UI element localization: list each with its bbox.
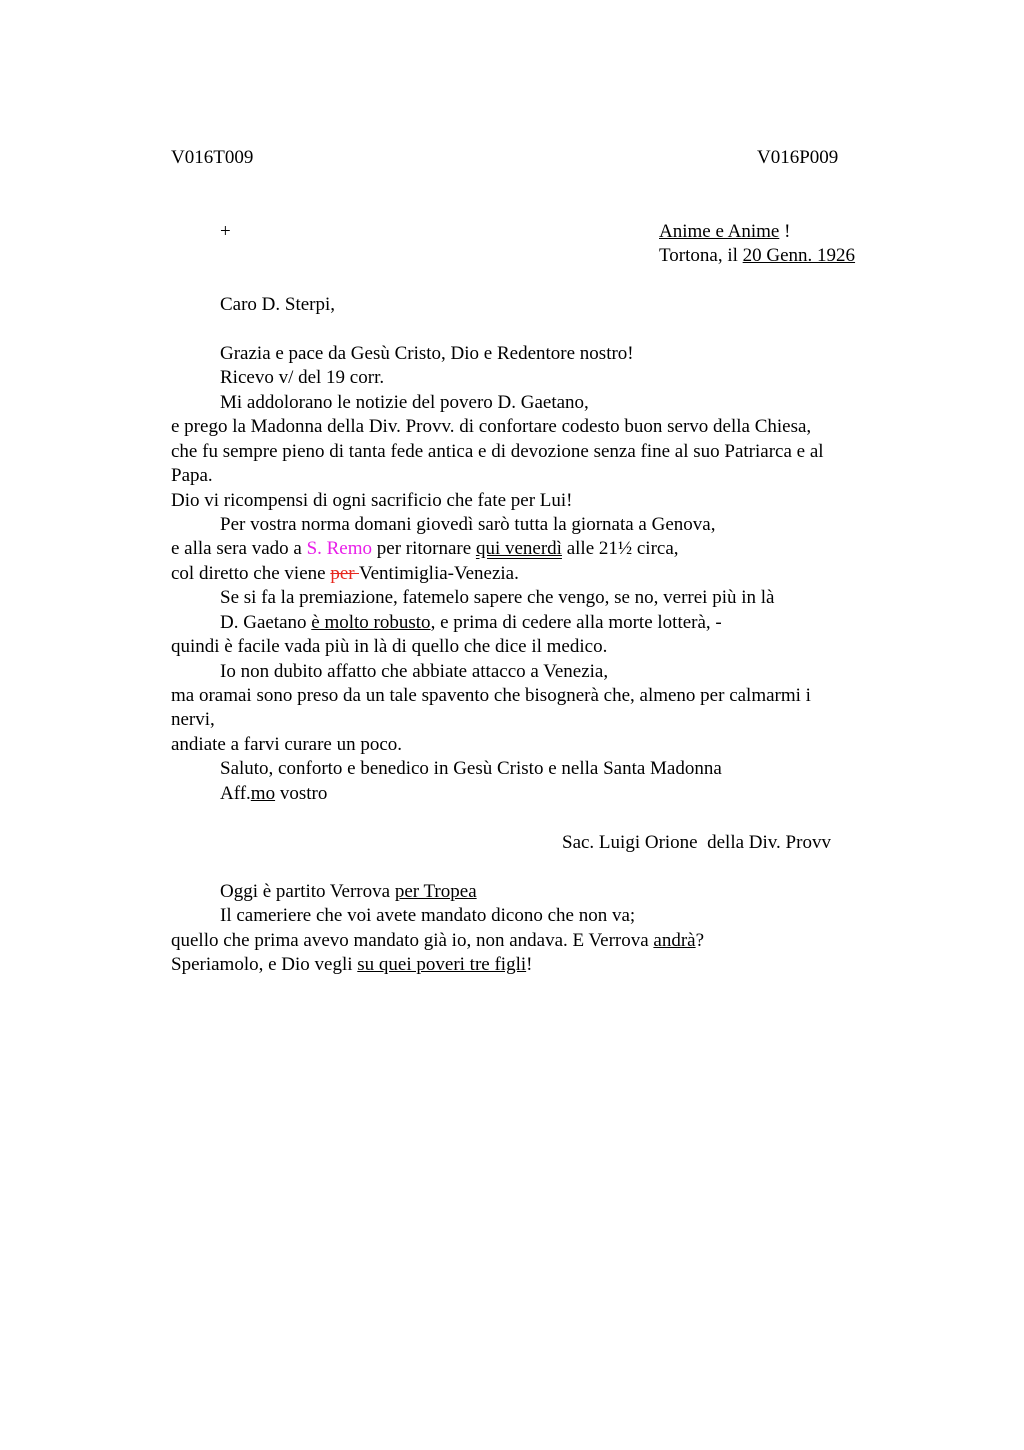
double-underlined-text: qui venerdì <box>475 538 562 559</box>
signature: Sac. Luigi Orione della Div. Provv <box>562 832 831 853</box>
postscript-line <box>220 880 477 904</box>
underlined-text: andrà <box>653 930 696 951</box>
body-line: ma oramai sono preso da un tale spavento che bisognerà che, almeno per calmarmi i <box>171 685 811 706</box>
document-code-right: V016P009 <box>757 147 839 168</box>
text-run: alle 21½ circa, <box>561 538 679 559</box>
body-line: Papa. <box>171 465 213 486</box>
postscript-line <box>171 929 704 953</box>
highlighted-place: S. Remo <box>306 538 373 559</box>
body-line: Dio vi ricompensi di ogni sacrificio che fate per Lui! <box>171 490 573 511</box>
body-line: e prego la Madonna della Div. Provv. di confortare codesto buon servo della Chiesa, <box>171 416 812 437</box>
text-run: e alla sera vado a <box>171 538 307 559</box>
body-line <box>171 537 679 561</box>
body-line: Per vostra norma domani giovedì sarò tutta la giornata a Genova, <box>220 514 716 535</box>
motto-punct: ! <box>779 221 791 242</box>
text-run: Speriamolo, e Dio vegli <box>171 954 358 975</box>
text-run: col diretto che viene <box>171 563 331 584</box>
text-run: ? <box>695 930 705 951</box>
text-run: per ritornare <box>372 538 476 559</box>
document-code-left: V016T009 <box>171 147 254 168</box>
body-line: quindi è facile vada più in là di quello che dice il medico. <box>171 636 608 657</box>
body-line: Io non dubito affatto che abbiate attacco a Venezia, <box>220 661 609 682</box>
cross-mark: + <box>220 221 231 242</box>
salutation: Caro D. Sterpi, <box>220 294 336 315</box>
body-line: che fu sempre pieno di tanta fede antica e di devozione senza fine al suo Patriarca e al <box>171 441 824 462</box>
text-run: vostro <box>275 783 328 804</box>
text-run: , e prima di cedere alla morte lotterà, - <box>430 612 722 633</box>
underlined-text: per Tropea <box>394 881 477 902</box>
body-line <box>171 562 519 586</box>
postscript-line: Il cameriere che voi avete mandato dicono che non va; <box>220 905 636 926</box>
body-line <box>220 611 722 635</box>
struck-text: per <box>330 563 359 584</box>
motto-line <box>659 220 790 244</box>
text-run: quello che prima avevo mandato già io, non andava. E Verrova <box>171 930 654 951</box>
text-run: Aff. <box>220 783 251 804</box>
body-line: andiate a farvi curare un poco. <box>171 734 403 755</box>
text-run: Oggi è partito Verrova <box>220 881 395 902</box>
body-line: Mi addolorano le notizie del povero D. Gaetano, <box>220 392 589 413</box>
body-line: Se si fa la premiazione, fatemelo sapere che vengo, se no, verrei più in là <box>220 587 775 608</box>
place-date-line <box>659 244 855 268</box>
body-line: Ricevo v/ del 19 corr. <box>220 367 385 388</box>
text-run: Ventimiglia-Venezia. <box>359 563 519 584</box>
closing-line <box>220 782 327 806</box>
body-line: Grazia e pace da Gesù Cristo, Dio e Redentore nostro! <box>220 343 634 364</box>
place: Tortona, il <box>659 245 743 266</box>
postscript-line <box>171 953 532 977</box>
motto: Anime e Anime <box>659 221 780 242</box>
letter-date: 20 Genn. 1926 <box>742 245 856 266</box>
underlined-text: è molto robusto <box>311 612 431 633</box>
underlined-text: mo <box>250 783 276 804</box>
underlined-text: su quei poveri tre figli <box>357 954 527 975</box>
body-line: nervi, <box>171 709 215 730</box>
body-line: Saluto, conforto e benedico in Gesù Cristo e nella Santa Madonna <box>220 758 722 779</box>
text-run: D. Gaetano <box>220 612 312 633</box>
text-run: ! <box>526 954 533 975</box>
